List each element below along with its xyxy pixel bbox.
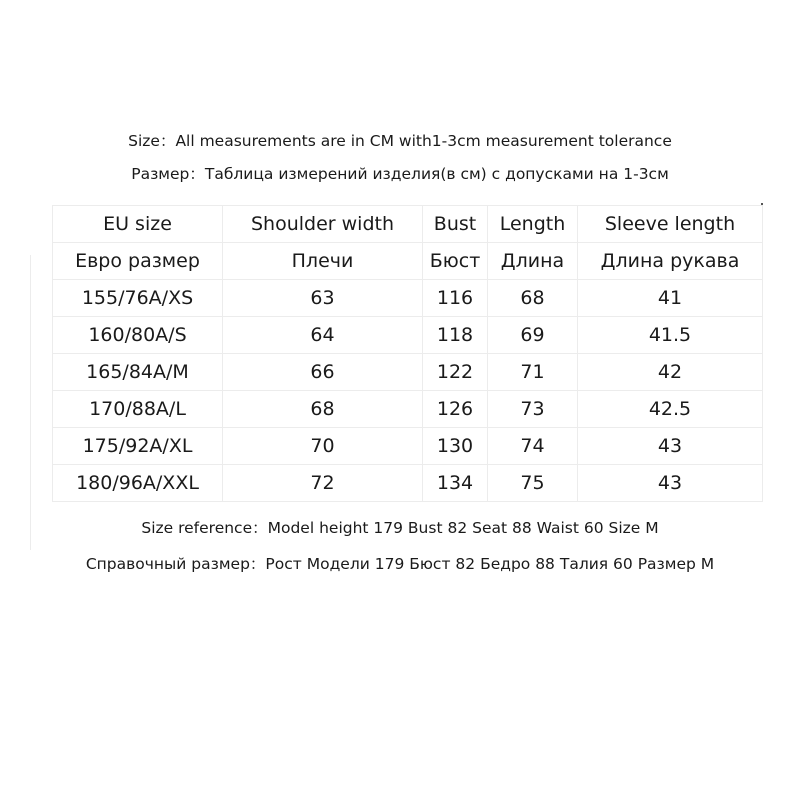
measurement-note-english: Size：All measurements are in CM with1-3cm measurement tolerance [128, 132, 672, 150]
table-cell: 134 [423, 465, 488, 502]
table-header-row-russian [53, 243, 763, 280]
header-cell: Плечи [223, 243, 423, 280]
table-cell: 41.5 [578, 317, 763, 354]
header-cell: EU size [53, 206, 223, 243]
table-row [53, 354, 763, 391]
table-cell: 42.5 [578, 391, 763, 428]
model-reference-english: Size reference：Model height 179 Bust 82 Seat 88 Waist 60 Size M [141, 519, 659, 537]
table-cell: 180/96A/XXL [53, 465, 223, 502]
header-cell: Бюст [423, 243, 488, 280]
table-cell: 63 [223, 280, 423, 317]
measurement-note-russian: Размер：Таблица измерений изделия(в см) с допусками на 1-3см [131, 165, 669, 183]
table-cell: 42 [578, 354, 763, 391]
table-cell: 116 [423, 280, 488, 317]
table-cell: 75 [488, 465, 578, 502]
table-cell: 155/76A/XS [53, 280, 223, 317]
table-header-row-english [53, 206, 763, 243]
table-row [53, 280, 763, 317]
left-edge-guide [30, 255, 32, 550]
table-cell: 41 [578, 280, 763, 317]
table-row [53, 391, 763, 428]
header-cell: Sleeve length [578, 206, 763, 243]
header-cell: Длина рукава [578, 243, 763, 280]
table-cell: 71 [488, 354, 578, 391]
size-chart-table [52, 205, 763, 502]
header-cell: Shoulder width [223, 206, 423, 243]
header-cell: Bust [423, 206, 488, 243]
table-cell: 70 [223, 428, 423, 465]
table-cell: 68 [223, 391, 423, 428]
table-row [53, 317, 763, 354]
table-cell: 64 [223, 317, 423, 354]
corner-mark [761, 203, 763, 205]
table-cell: 43 [578, 465, 763, 502]
header-cell: Евро размер [53, 243, 223, 280]
table-cell: 122 [423, 354, 488, 391]
model-reference-russian: Справочный размер：Рост Модели 179 Бюст 82 Бедро 88 Талия 60 Размер M [85, 555, 715, 573]
table-cell: 170/88A/L [53, 391, 223, 428]
table-cell: 69 [488, 317, 578, 354]
table-cell: 68 [488, 280, 578, 317]
table-cell: 74 [488, 428, 578, 465]
table-row [53, 465, 763, 502]
table-cell: 165/84A/M [53, 354, 223, 391]
table-cell: 66 [223, 354, 423, 391]
table-cell: 43 [578, 428, 763, 465]
header-cell: Длина [488, 243, 578, 280]
table-cell: 118 [423, 317, 488, 354]
table-cell: 175/92A/XL [53, 428, 223, 465]
table-cell: 72 [223, 465, 423, 502]
table-cell: 130 [423, 428, 488, 465]
table-cell: 160/80A/S [53, 317, 223, 354]
header-cell: Length [488, 206, 578, 243]
table-cell: 126 [423, 391, 488, 428]
table-row [53, 428, 763, 465]
table-cell: 73 [488, 391, 578, 428]
